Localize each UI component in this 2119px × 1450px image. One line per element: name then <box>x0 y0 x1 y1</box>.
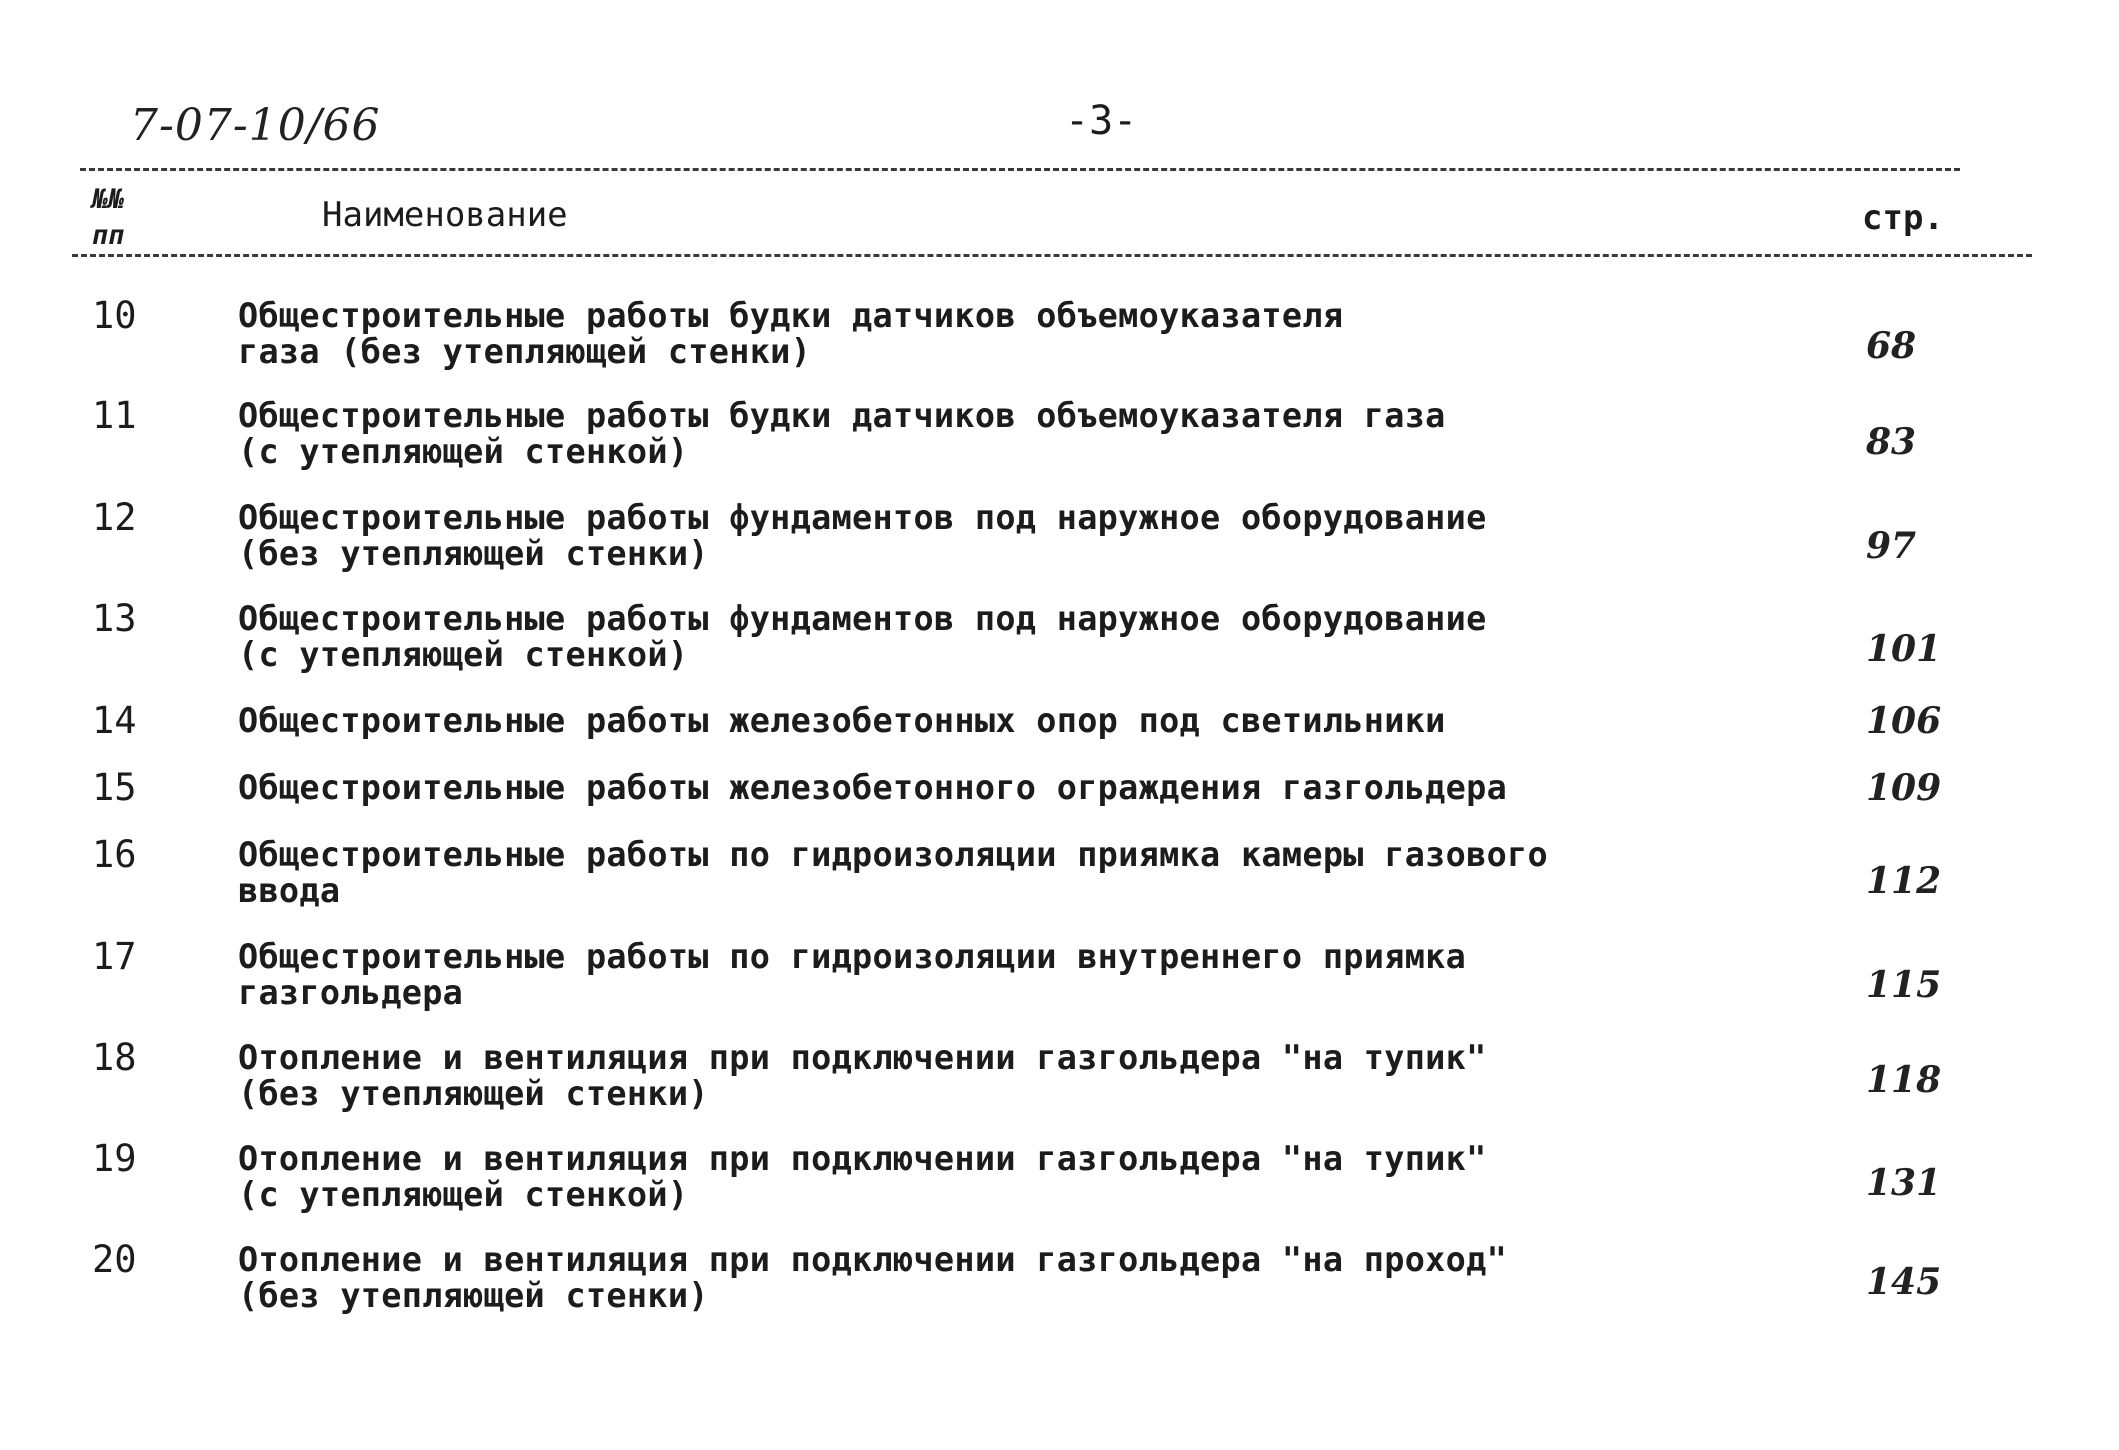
row-page: 97 <box>1866 525 1917 567</box>
row-page: 106 <box>1866 700 1942 742</box>
row-title: Общестроительные работы железобетонного ограждения газгольдера <box>238 768 1508 807</box>
column-header-name: Наименование <box>322 195 568 235</box>
row-title: Общестроительные работы фундаментов под наружное оборудование (с утепляющей стенкой) <box>238 599 1487 674</box>
row-number: 12 <box>92 496 137 539</box>
row-number: 11 <box>92 394 137 437</box>
row-title: Отопление и вентиляция при подключении газгольдера "на тупик" (с утепляющей стенкой) <box>238 1139 1487 1214</box>
row-title: Отопление и вентиляция при подключении газгольдера "на проход" (без утепляющей стенки) <box>238 1240 1508 1315</box>
row-number: 13 <box>92 597 137 640</box>
row-page: 112 <box>1866 860 1942 902</box>
row-page: 83 <box>1866 421 1917 463</box>
row-number: 17 <box>92 935 137 978</box>
row-page: 131 <box>1866 1162 1942 1204</box>
row-page: 115 <box>1866 964 1942 1006</box>
row-number: 20 <box>92 1238 137 1281</box>
row-title: Общестроительные работы будки датчиков объемоуказателя газа (без утепляющей стенки) <box>238 296 1344 371</box>
row-title: Общестроительные работы железобетонных опор под светильники <box>238 701 1446 740</box>
column-header-number-line2: пп <box>92 220 125 251</box>
row-page: 145 <box>1866 1261 1942 1303</box>
row-page: 68 <box>1866 325 1917 367</box>
row-page: 101 <box>1866 628 1942 670</box>
header-top-rule <box>80 168 1960 171</box>
row-page: 118 <box>1866 1059 1942 1101</box>
column-header-page: стр. <box>1862 198 1944 238</box>
row-title: Общестроительные работы фундаментов под наружное оборудование (без утепляющей стенки) <box>238 498 1487 573</box>
row-title: Общестроительные работы по гидроизоляции внутреннего приямка газгольдера <box>238 937 1467 1012</box>
row-title: Общестроительные работы по гидроизоляции приямка камеры газового ввода <box>238 835 1548 910</box>
column-header-number <box>92 182 125 254</box>
row-number: 16 <box>92 833 137 876</box>
row-number: 15 <box>92 766 137 809</box>
row-number: 10 <box>92 294 137 337</box>
row-page: 109 <box>1866 767 1942 809</box>
column-header-number-line1: №№ <box>92 184 125 215</box>
header-bottom-rule <box>72 254 2032 257</box>
row-number: 18 <box>92 1036 137 1079</box>
row-title: Отопление и вентиляция при подключении газгольдера "на тупик" (без утепляющей стенки) <box>238 1038 1487 1113</box>
row-title: Общестроительные работы будки датчиков объемоуказателя газа (с утепляющей стенкой) <box>238 396 1446 471</box>
page-number: -3- <box>1065 98 1138 144</box>
row-number: 19 <box>92 1137 137 1180</box>
row-number: 14 <box>92 699 137 742</box>
document-code: 7-07-10/66 <box>130 100 381 151</box>
